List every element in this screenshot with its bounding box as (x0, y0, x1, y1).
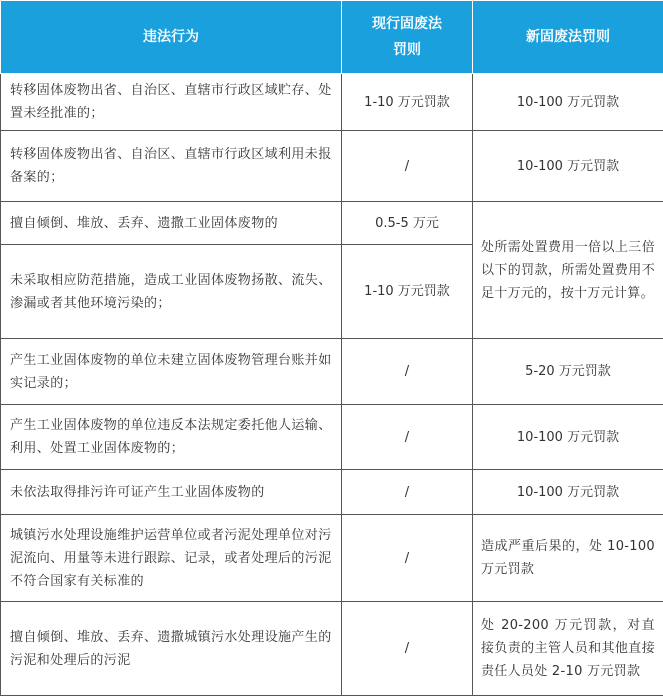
new-penalty-cell: 10-100 万元罚款 (473, 74, 663, 131)
current-penalty-cell: 0.5-5 万元 (342, 202, 473, 245)
header-current-law (342, 1, 473, 74)
current-penalty-cell: / (342, 602, 473, 696)
current-penalty-cell: / (342, 339, 473, 405)
current-penalty-cell: / (342, 515, 473, 602)
new-penalty-cell: 处 20-200 万元罚款，对直接负责的主管人员和其他直接责任人员处 2-10 万元罚款 (473, 602, 663, 696)
act-cell: 未依法取得排污许可证产生工业固体废物的 (1, 470, 342, 515)
new-penalty-cell: 10-100 万元罚款 (473, 405, 663, 470)
current-penalty-cell: / (342, 131, 473, 202)
header-current-law-line2: 罚则 (393, 42, 421, 58)
act-cell: 产生工业固体废物的单位违反本法规定委托他人运输、利用、处置工业固体废物的； (1, 405, 342, 470)
new-penalty-cell-merged: 处所需处置费用一倍以上三倍以下的罚款，所需处置费用不足十万元的，按十万元计算。 (473, 202, 663, 339)
act-cell: 未采取相应防范措施，造成工业固体废物扬散、流失、渗漏或者其他环境污染的； (1, 245, 342, 339)
act-cell: 擅自倾倒、堆放、丢弃、遗撒工业固体废物的 (1, 202, 342, 245)
header-current-law-line1: 现行固废法 (372, 16, 442, 32)
table-row (1, 339, 663, 405)
act-cell: 转移固体废物出省、自治区、直辖市行政区域贮存、处置未经批准的； (1, 74, 342, 131)
new-penalty-cell: 10-100 万元罚款 (473, 470, 663, 515)
act-cell: 擅自倾倒、堆放、丢弃、遗撒城镇污水处理设施产生的污泥和处理后的污泥 (1, 602, 342, 696)
table-row (1, 515, 663, 602)
table-row (1, 470, 663, 515)
new-penalty-cell: 10-100 万元罚款 (473, 131, 663, 202)
act-cell: 产生工业固体废物的单位未建立固体废物管理台账并如实记录的； (1, 339, 342, 405)
table-row (1, 202, 663, 245)
current-penalty-cell: / (342, 470, 473, 515)
act-cell: 转移固体废物出省、自治区、直辖市行政区域利用未报备案的； (1, 131, 342, 202)
current-penalty-cell: 1-10 万元罚款 (342, 74, 473, 131)
header-new-law: 新固废法罚则 (473, 1, 663, 74)
act-cell: 城镇污水处理设施维护运营单位或者污泥处理单位对污泥流向、用量等未进行跟踪、记录，或者处理后的污泥不符合国家有关标准的 (1, 515, 342, 602)
current-penalty-cell: 1-10 万元罚款 (342, 245, 473, 339)
table-row (1, 131, 663, 202)
table-row (1, 602, 663, 696)
table-header-row (1, 1, 663, 74)
new-penalty-cell: 5-20 万元罚款 (473, 339, 663, 405)
table-row (1, 74, 663, 131)
current-penalty-cell: / (342, 405, 473, 470)
new-penalty-cell: 造成严重后果的，处 10-100 万元罚款 (473, 515, 663, 602)
table-row (1, 405, 663, 470)
header-illegal-act: 违法行为 (1, 1, 342, 74)
